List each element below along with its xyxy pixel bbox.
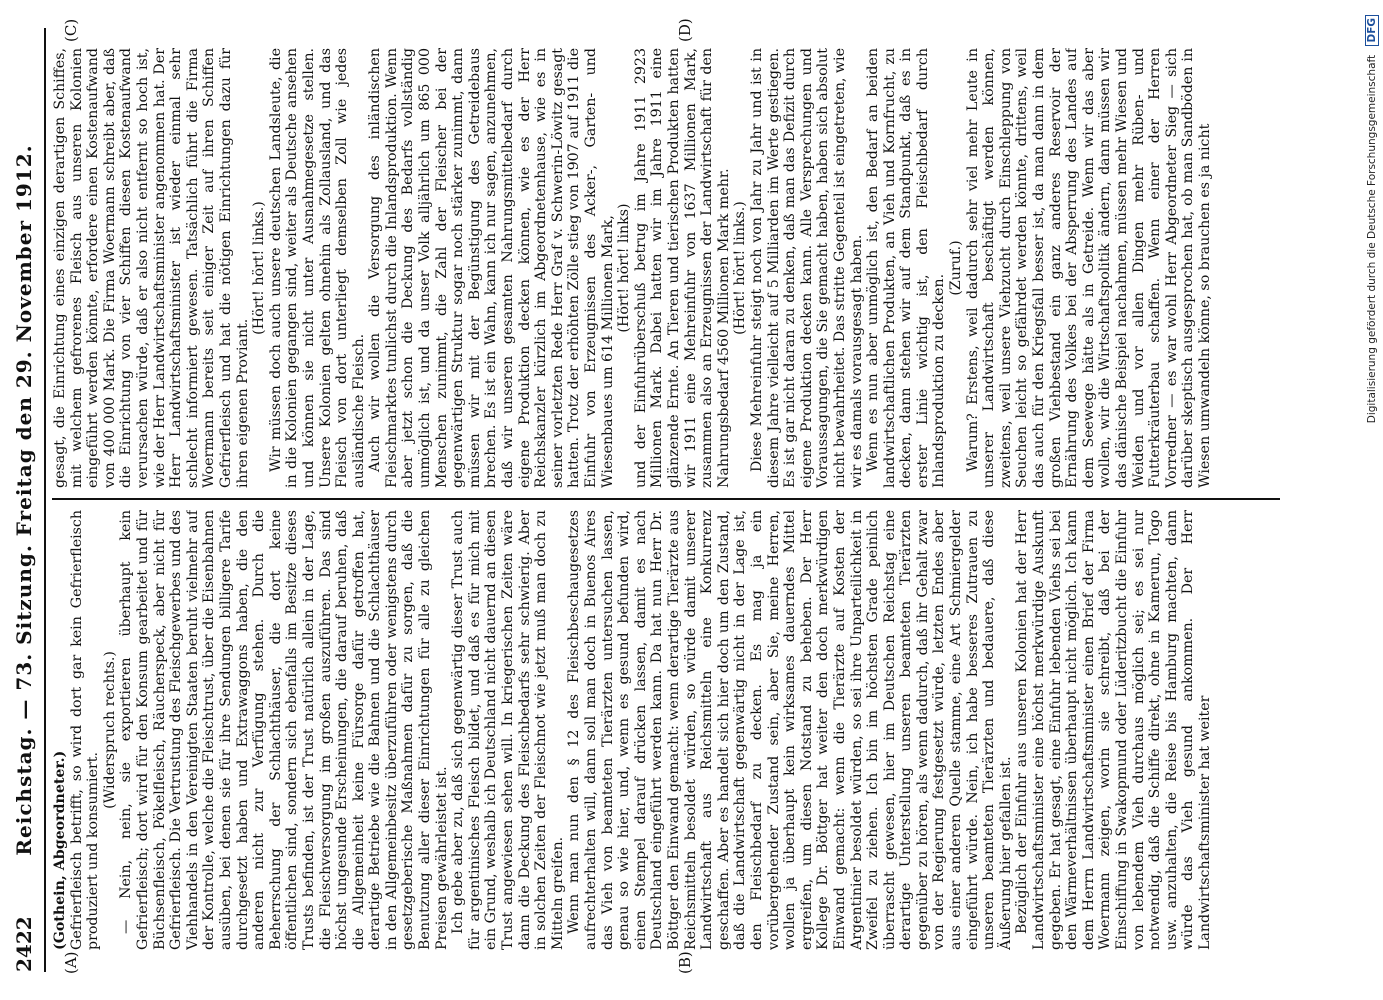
margin-marker-b: (B) <box>676 951 694 974</box>
dfg-logo: DFG <box>1365 15 1379 46</box>
interjection: (Hört! hört! links) <box>616 203 633 333</box>
paragraph: Diese Mehreinfuhr steigt noch von Jahr zu Jahr und ist in diesem Jahre vielleicht auf 5 Milliarden im Werte gestiegen. Es ist gar nicht daran zu denken, daß man das Defizit durch eigene Produktion decken kann. Alle Versprechungen und Voraussagungen, die Sie gemacht haben, haben sich absolut nicht bewahrheitet. Das stritte Gegenteil ist eingetreten, wie wir es damals vorausgesagt haben. <box>748 48 865 488</box>
page-number: 2422 <box>12 916 36 972</box>
margin-marker-d: (D) <box>676 18 694 42</box>
right-column <box>52 48 1280 488</box>
paragraph: Wenn man nun den § 12 des Fleischbeschaugesetzes aufrechterhalten will, dann soll man doch in Buenos Aires das Vieh von beamteten Tierärzten untersuchen lassen, genau so wie hier, und, wenn es gesund befunden wird, einen Stempel darauf drücken lassen, damit es nach Deutschland eingeführt werden kann. Da hat nun Herr Dr. Böttger den Einwand gemacht: wenn derartige Tierärzte aus Reichsmitteln besoldet würden, so würde damit unserer Landwirtschaft aus Reichsmitteln eine Konkurrenz geschaffen. Aber es handelt sich hier doch um den Zustand, daß die Landwirtschaft gegenwärtig nicht in der Lage ist, den Fleischbedarf zu decken. Es mag ja ein vorübergehender Zustand sein, aber Sie, meine Herren, wollen ja überhaupt kein wirksames dauerndes Mittel ergreifen, um diesen Notstand zu beheben. Der Herr Kollege Dr. Böttger hat weiter den doch merkwürdigen Einwand gemacht: wenn die Tierärzte auf Kosten der Argentinier besoldet würden, so sei ihre Unparteilichkeit in Zweifel zu ziehen. Ich bin im höchsten Grade peinlich überrascht gewesen, hier im Deutschen Reichstag eine derartige Unterstellung unseren beamteten Tierärzten gegenüber zu hören, als wenn dadurch, daß ihr Gehalt zwar von der Regierung festgesetzt würde, letzten Endes aber aus einer anderen Quelle stamme, eine Art Schmiergelder eingeführt würde. Nein, ich habe besseres Zutrauen zu unseren beamteten Tierärzten und bedauere, daß diese Äußerung hier gefallen ist. <box>566 510 1014 950</box>
paragraph: Warum? Erstens, weil dadurch sehr viel mehr Leute in unserer Landwirtschaft beschäftigt werden können, zweitens, weil unsere Viehzucht durch Einschleppung von Seuchen leicht so gefährdet werden könnte, drittens, weil das auch für den Kriegsfall besser ist, da man dann in dem großen Viehbestand ein ganz anderes Reservoir der Ernährung des Volkes bei der Absperrung des Landes auf dem Seewege hätte als in Getreide. Wenn wir das aber wollen, wir die Wirtschaftspolitik ändern, dann müssen wir das dänische Beispiel nachahmen, müssen mehr Wiesen und Weiden und vor allen Dingen mehr Rüben- und Futterkräuterbau schaffen. Wenn einer der Herren Vorredner — es war wohl Herr Abgeordneter Sieg — sich darüber skeptisch ausgesprochen hat, ob man Sandböden in Wiesen umwandeln könne, so brauchen es ja nicht <box>964 48 1213 488</box>
interjection: (Hört! hört! links.) <box>732 201 749 335</box>
paragraph: Wenn es nun aber unmöglich ist, den Bedarf an beiden landwirtschaftlichen Produkten, an Vieh und Kornfrucht, zu decken, dann stehen wir auf dem Standpunkt, daß es in erster Linie wichtig ist, den Fleischbedarf durch Inlandsproduktion zu decken. <box>865 48 948 488</box>
paragraph: Wir müssen doch auch unsere deutschen Landsleute, die in die Kolonien gegangen sind, weiter als Deutsche ansehen und können sie nicht unter Ausnahmegesetze stellen. Unsere Kolonien gelten ohnehin als Zollausland, und das Fleisch von dort unterliegt demselben Zoll wie jedes ausländische Fleisch. <box>267 48 367 488</box>
paragraph: — Nein, nein, sie exportieren überhaupt kein Gefrierfleisch; dort wird für den Konsum gearbeitet und für Büchsenfleisch, Pökelfleisch, Räucherspeck, aber nicht für Gefrierfleisch. Die Vertrustung des Fleischgewerbes und des Viehhandels in den Vereinigten Staaten beruht vielmehr auf der Kontrolle, welche die Fleischtrust, über die Eisenbahnen ausüben, bei denen sie für ihre Sendungen billigere Tarife durchgesetzt haben und Extrawaggons haben, die den anderen nicht zur Verfügung stehen. Durch die Beherrschung der Schlachthäuser, die dort keine öffentlichen sind, sondern sich ebenfalls im Besitze dieses Trusts befinden, ist der Trust natürlich allein in der Lage, die Fleischversorgung im großen auszuführen. Das sind höchst ungesunde Erscheinungen, die darauf beruhen, daß die Allgemeinheit keine Fürsorge dafür getroffen hat, derartige Betriebe wie die Bahnen und die Schlachthäuser in den Allgemeinbesitz überzuführen oder wenigstens durch gesetzgeberische Maßnahmen dafür zu sorgen, daß die Benutzung aller dieser Einrichtungen für alle zu gleichen Preisen gewährleistet ist. <box>118 510 450 950</box>
interjection: (Hört! hört! links.) <box>251 201 268 335</box>
running-title: Reichstag. — 73. Sitzung. Freitag den 29. November 1912. <box>12 144 36 856</box>
paragraph: Gefrierfleisch betrifft, so wird dort gar kein Gefrierfleisch produziert und konsumiert. <box>68 510 102 950</box>
header-rule <box>44 28 46 972</box>
margin-marker-c: (C) <box>62 18 80 42</box>
paragraph: Ich gebe aber zu, daß sich gegenwärtig dieser Trust auch für argentinisches Fleisch bildet, und daß es für mich mit ein Grund, weshalb ich Deutschland nicht dauernd an diesen Trust angewiesen sehen will. In kriegerischen Zeiten wäre dann die Deckung des Fleischbedarfs sehr schwierig. Aber in solchen Zeiten der Fleischnot wie jetzt muß man doch zu Mitteln greifen. <box>450 510 566 950</box>
column-divider <box>52 498 1280 500</box>
digitization-credit <box>1364 6 1380 994</box>
margin-marker-a: (A) <box>62 951 80 974</box>
page-header <box>6 28 42 972</box>
paragraph: Bezüglich der Einfuhr aus unseren Kolonien hat der Herr Landwirtschaftsminister eine höchst merkwürdige Auskunft gegeben. Er hat gesagt, eine Einfuhr lebenden Viehs sei bei den Wärmeverhältnissen überhaupt nicht möglich. Ich kann dem Herrn Landwirtschaftsminister einen Brief der Firma Woermann zeigen, worin sie schreibt, daß bei der Einschiffung in Swakopmund oder Lüderitzbucht die Einfuhr von lebendem Vieh durchaus möglich sei; es sei nur notwendig, daß die Schiffe direkt, ohne in Kamerun, Togo usw. anzuhalten, die Reise bis Hamburg machten, dann würde das Vieh gesund ankommen. Der Herr Landwirtschaftsminister hat weiter <box>1014 510 1213 950</box>
speaker-label: (Gothein, Abgeordneter.) <box>52 750 68 950</box>
interjection: (Widerspruch rechts.) <box>101 651 118 809</box>
credit-text: Digitalisierung gefördert durch die Deutsche Forschungsgemeinschaft <box>1366 54 1378 424</box>
left-column <box>52 510 1280 950</box>
paragraph: Auch wir wollen die Versorgung des inländischen Fleischmarktes tunlichst durch die Inlandsproduktion. Wenn aber jetzt schon die Deckung des Bedarfs vollständig unmöglich ist, und da unser Volk alljährlich um 865 000 Menschen zunimmt, die Zahl der Fleischer bei der gegenwärtigen Struktur sogar noch stärker zunimmt, dann müssen wir mit der Begünstigung des Getreidebaus brechen. Es ist ein Wahn, kann ich nur sagen, anzunehmen, daß wir unseren gesamten Nahrungsmittelbedarf durch eigene Produktion decken können, wie es der Herr Reichskanzler kürzlich im Abgeordnetenhause, wie es in seiner vorletzten Rede Herr Graf v. Schwerin-Löwitz gesagt hatten. Trotz der erhöhten Zölle stieg von 1907 auf 1911 die Einfuhr von Erzeugnissen des Acker-, Garten- und Wiesenbaues um 614 Millionen Mark, <box>367 48 616 488</box>
paragraph: und der Einfuhrüberschuß betrug im Jahre 1911 2923 Millionen Mark. Dabei hatten wir im Jahre 1911 eine glänzende Ernte. An Tieren und tierischen Produkten hatten wir 1911 eine Mehreinfuhr von 1637 Millionen Mark, zusammen also an Erzeugnissen der Landwirtschaft für den Nahrungsbedarf 4560 Millionen Mark mehr. <box>632 48 732 488</box>
paragraph: gesagt, die Einrichtung eines einzigen derartigen Schiffes, mit welchem gefrorenes Fleisch aus unseren Kolonien eingeführt werden könnte, erfordere einen Kostenaufwand von 400 000 Mark. Die Firma Woermann schreibt aber, daß die Einrichtung von vier Schiffen diesen Kostenaufwand verursachen würde, daß er also nicht entfernt so hoch ist, wie der Herr Landwirtschaftsminister angenommen hat. Der Herr Landwirtschaftsminister ist wieder einmal sehr schlecht informiert gewesen. Tatsächlich führt die Firma Woermann bereits seit einiger Zeit auf ihren Schiffen Gefrierfleisch und hat die nötigen Einrichtungen dazu für ihren eigenen Proviant. <box>52 48 251 488</box>
interjection: (Zuruf.) <box>948 240 965 296</box>
